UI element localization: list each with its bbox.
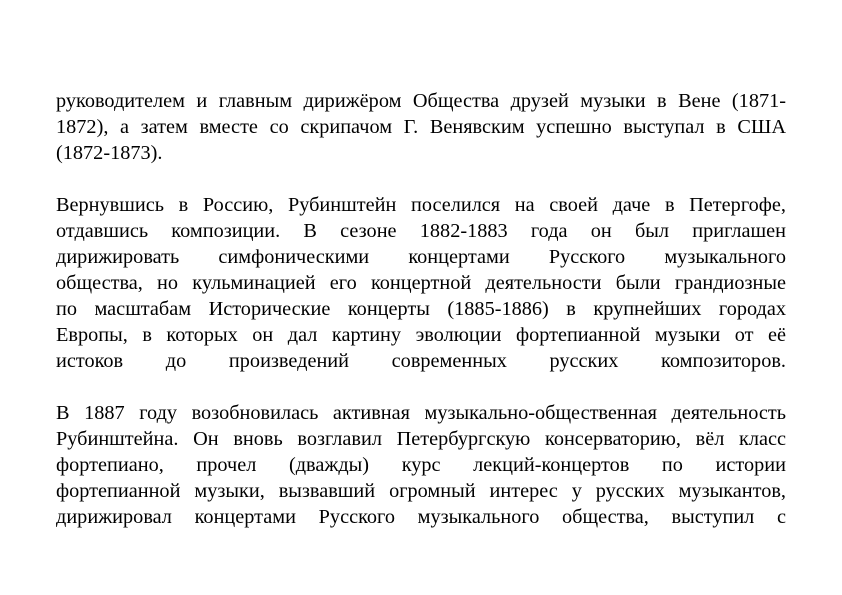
text-line: Рубинштейна. Он вновь возглавил Петербургскую консерваторию, вёл класс	[56, 428, 786, 450]
text-line: дирижировал концертами Русского музыкального общества, выступил с	[56, 506, 786, 528]
text-line: руководителем и главным дирижёром Общества друзей музыки в Вене (1871-	[56, 90, 786, 112]
text-line: Вернувшись в Россию, Рубинштейн поселился на своей даче в Петергофе,	[56, 194, 786, 216]
text-line: общества, но кульминацией его концертной деятельности были грандиозные	[56, 272, 786, 294]
paragraph-3	[56, 400, 786, 530]
text-line: фортепианной музыки, вызвавший огромный интерес у русских музыкантов,	[56, 480, 786, 502]
text-line: отдавшись композиции. В сезоне 1882-1883 года он был приглашен	[56, 220, 786, 242]
text-line: фортепиано, прочел (дважды) курс лекций-концертов по истории	[56, 454, 786, 476]
text-line: 1872), а затем вместе со скрипачом Г. Венявским успешно выступал в США	[56, 116, 786, 138]
text-line: истоков до произведений современных русских композиторов.	[56, 350, 786, 372]
text-line: дирижировать симфоническими концертами Русского музыкального	[56, 246, 786, 268]
text-line: по масштабам Исторические концерты (1885-1886) в крупнейших городах	[56, 298, 786, 320]
paragraph-1	[56, 88, 786, 166]
paragraph-2	[56, 192, 786, 374]
text-line: Европы, в которых он дал картину эволюции фортепианной музыки от её	[56, 324, 786, 346]
text-line: (1872-1873).	[56, 142, 163, 164]
text-line: В 1887 году возобновилась активная музыкально-общественная деятельность	[56, 402, 786, 424]
